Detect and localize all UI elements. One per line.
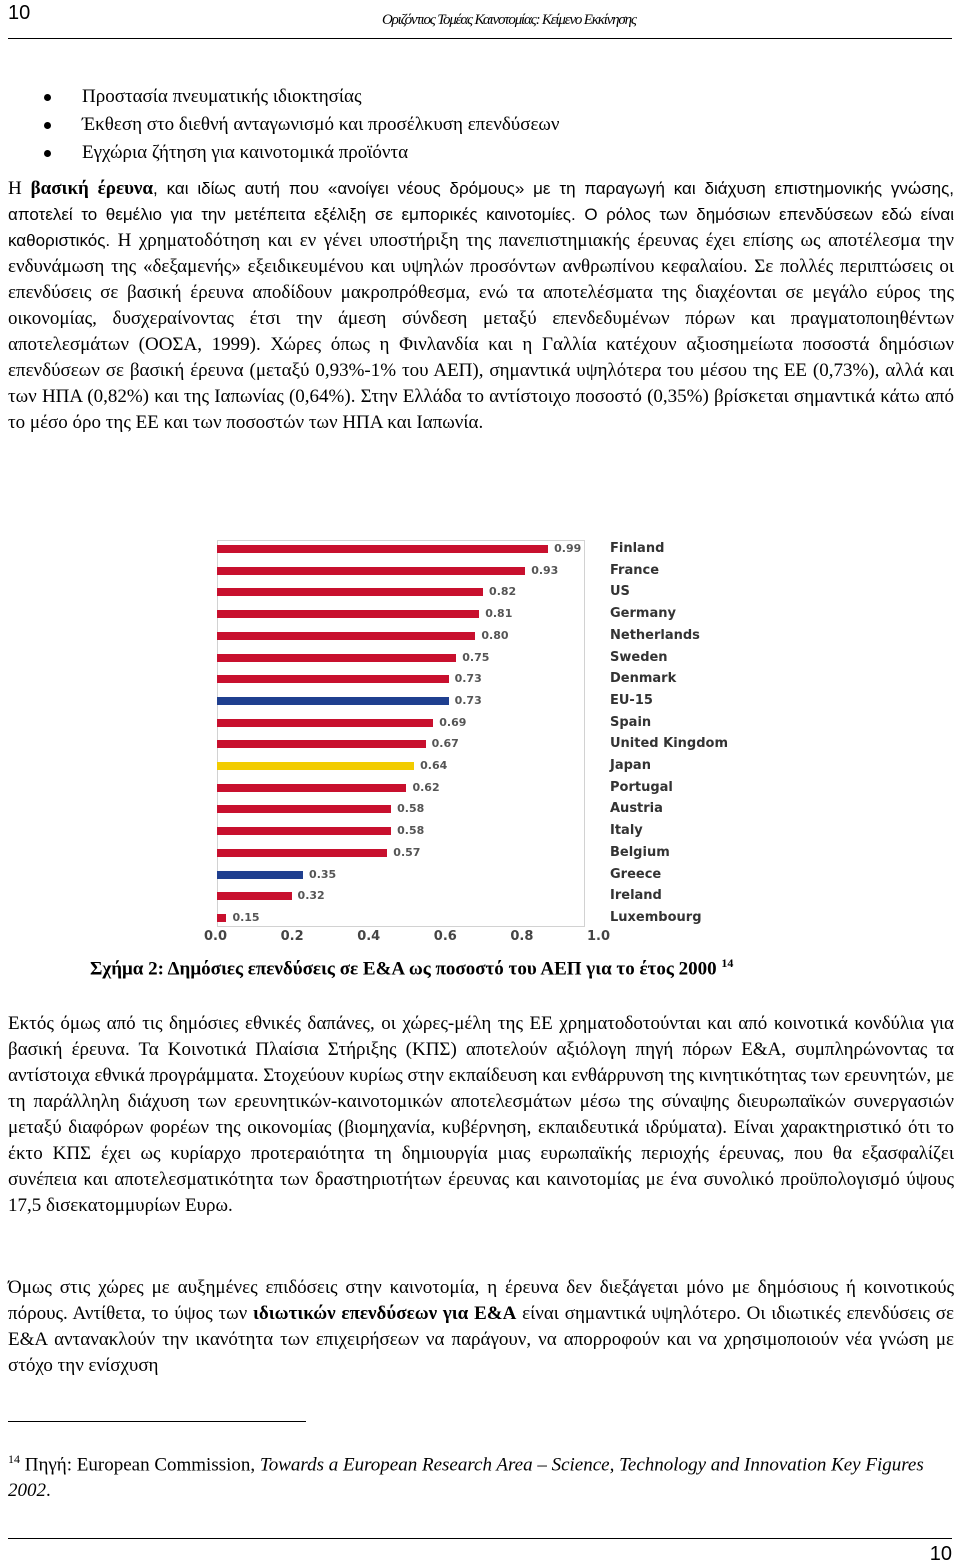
bar-portugal	[217, 784, 406, 792]
category-label: EU-15	[610, 692, 653, 708]
category-label: Austria	[610, 801, 663, 817]
bar-value-label: 0.57	[393, 845, 421, 859]
category-label: Germany	[610, 606, 676, 622]
bar-value-label: 0.93	[531, 563, 559, 577]
bullet-item: Εγχώρια ζήτηση για καινοτομικά προϊόντα	[38, 139, 938, 167]
page-number-bottom: 10	[929, 1543, 952, 1565]
header-rule	[8, 38, 952, 39]
category-label: Belgium	[610, 844, 670, 860]
x-tick-label: 0.8	[510, 929, 534, 944]
bar-value-label: 0.99	[554, 542, 582, 555]
bar-italy	[217, 827, 391, 835]
bar-belgium	[217, 849, 387, 857]
chart-frame	[217, 540, 585, 927]
category-label: US	[610, 584, 630, 600]
category-label: Japan	[610, 758, 651, 773]
bar-germany	[217, 610, 479, 618]
paragraph-community-funds: Εκτός όμως από τις δημόσιες εθνικές δαπάνες, οι χώρες-μέλη της ΕΕ χρηματοδοτούνται και από κοινοτικά κονδύλια για βασική έρευνα. Τα Κοινοτικά Πλαίσια Στήριξης (ΚΠΣ) αποτελούν αξιόλογη πηγή πόρων Ε&Α, συμπληρώνοντας τα αντίστοιχα εθνικά προγράμματα. Στοχεύουν κυρίως στην εκπαίδευση και ενθάρρυνση της κινητικότητας των ερευνητών, με τη παράλληλη διάχυση των ερευνητικών-καινοτομικών αποτελεσμάτων μέσω της σύναψης διευρωπαϊκών συνεργασιών μεταξύ διαφόρων φορέων της οικονομίας (βιομηχανία, κυβέρνηση, εκπαιδευτικά ιδρύματα). Είναι χαρακτηριστικό ότι το έκτο ΚΠΣ έχει ως κυρίαρχο προτεραιότητα τη δημιουργία μιας ευρωπαϊκής περιοχής έρευνας, που θα εξασφαλίζει συνέπεια και αποτελεσματικότητα των δραστηριοτήτων έρευνας και καινοτομίας με ένα συνολικό προϋπολογισμό ύψους 17,5 δισεκατομμυρίων Ευρω.	[8, 1013, 955, 1216]
bar-france	[217, 567, 525, 575]
bar-spain	[217, 719, 433, 727]
running-title: Οριζόντιος Τομέας Καινοτομίας: Κείμενο Εκκίνησης	[382, 12, 636, 28]
bullet-icon	[44, 122, 51, 129]
category-label: Finland	[610, 541, 665, 556]
bar-chart	[200, 538, 740, 948]
page-header	[0, 0, 960, 40]
category-label: Greece	[610, 866, 662, 882]
x-tick-label: 0.4	[357, 929, 381, 944]
x-tick-label: 1.0	[587, 929, 611, 944]
category-label: Ireland	[610, 888, 662, 904]
bar-sweden	[217, 654, 456, 662]
category-label: Portugal	[610, 779, 673, 795]
bar-value-label: 0.15	[232, 910, 260, 924]
footnote: $^{14}$ Πηγή: European Commission, Towards a European Research Area – Science, Technology and Innovation Key Figures 2002.	[8, 1452, 924, 1502]
source-title: Towards a European Research Area – Science, Technology and Innovation Key Figures 2002	[8, 1454, 924, 1502]
bar-luxembourg	[217, 914, 226, 922]
footnote-ref[interactable]: 14	[721, 956, 734, 970]
bar-value-label: 0.64	[420, 759, 448, 772]
category-label: Sweden	[610, 649, 668, 665]
bar-austria	[217, 805, 391, 813]
bullet-icon	[44, 94, 51, 101]
bullet-icon	[44, 150, 51, 157]
category-label: Spain	[610, 714, 652, 730]
x-tick-label: 0.2	[280, 929, 304, 944]
category-label: Luxembourg	[610, 909, 702, 925]
paragraph-private-investment: Όμως στις χώρες με αυξημένες επιδόσεις στην καινοτομία, η έρευνα δεν διεξάγεται μόνο με δημόσιους ή κοινοτικούς πόρους. Αντίθετα, το ύψος των ιδιωτικών επενδύσεων για Ε&Α είναι σημαντικά υψηλότερο. Οι ιδιωτικές επενδύσεις σε Ε&Α αντανακλούν την ικανότητα των επιχειρήσεων να παράγουν, να απορροφούν και να χρησιμοποιούν νέα γνώση με στόχο την ενίσχυση	[8, 1277, 954, 1376]
bar-value-label: 0.32	[297, 889, 325, 903]
bar-greece	[217, 871, 303, 879]
category-label: Denmark	[610, 671, 677, 687]
bar-value-label: 0.58	[397, 824, 425, 838]
bar-japan	[217, 762, 414, 770]
bar-value-label: 0.75	[462, 650, 490, 664]
bar-denmark	[217, 675, 449, 683]
bold-term: ιδιωτικών επενδύσεων για Ε&Α	[253, 1303, 517, 1324]
bullet-item: Προστασία πνευματικής ιδιοκτησίας	[38, 83, 938, 111]
paragraph-basic-research: Η βασική έρευνα, και ιδίως αυτή που «ανοίγει νέους δρόμους» με τη παραγωγή και διάχυση επιστημονικής γνώσης, αποτελεί το θεμέλιο για την μετέπειτα εξέλιξη σε εμπορικές καινοτομίες. Ο ρόλος των δημόσιων επενδύσεων εδώ είναι καθοριστικός. Η χρηματοδότηση και εν γένει υποστήριξη της πανεπιστημιακής έρευνας έχει επίσης ως αποτέλεσμα την ενδυνάμωση της «δεξαμενής» εξειδικευμένου και υψηλών προσόντων ανθρωπίνου κεφαλαίου. Σε πολλές περιπτώσεις οι επενδύσεις σε βασική έρευνα αποδίδουν μακροπρόθεσμα, ενώ τα αποτελέσματα της διαχέονται σε μεγάλο εύρος της οικονομίας, δυσχεραίνοντας έτσι την άμεση σύνδεση μεταξύ επενδεδυμένων πόρων και πραγματοποιηθέντων αποτελεσμάτων (ΟΟΣΑ, 1999). Χώρες όπως η Φινλανδία και η Γαλλία κατέχουν αξιοσημείωτα ποσοστά δημόσιων επενδύσεων σε βασική έρευνα (μεταξύ 0,93%-1% του ΑΕΠ), σημαντικά υψηλότερα του μέσου της ΕΕ (0,73%), αλλά και των ΗΠΑ (0,82%) και της Ιαπωνίας (0,64%). Στην Ελλάδα το αντίστοιχο ποσοστό (0,35%) βρίσκεται σημαντικά κάτω από το μέσο όρο της ΕΕ και των ποσοστών των ΗΠΑ και Ιαπωνία.	[8, 178, 954, 433]
category-label: France	[610, 562, 660, 578]
category-label: United Kingdom	[610, 736, 729, 752]
bar-value-label: 0.82	[489, 585, 517, 599]
x-tick-label: 0.0	[204, 929, 228, 944]
figure-caption: Σχήμα 2: Δημόσιες επενδύσεις σε Ε&Α ως ποσοστό του ΑΕΠ για το έτος 2000 $^{14}$	[90, 956, 734, 980]
bullet-list	[38, 83, 938, 167]
bar-value-label: 0.81	[485, 607, 513, 621]
bar-us	[217, 588, 483, 596]
bold-term: βασική έρευνα	[30, 178, 154, 199]
bar-value-label: 0.62	[412, 780, 440, 794]
bar-value-label: 0.69	[439, 715, 467, 729]
x-tick-label: 0.6	[433, 929, 457, 944]
bar-eu-15	[217, 697, 449, 705]
bullet-item: Έκθεση στο διεθνή ανταγωνισμό και προσέλκυση επενδύσεων	[38, 111, 938, 139]
footer-rule	[8, 1538, 952, 1539]
category-label: Netherlands	[610, 627, 700, 643]
bar-value-label: 0.67	[431, 737, 459, 751]
footnote-rule	[8, 1421, 306, 1422]
bar-united-kingdom	[217, 740, 426, 748]
bar-value-label: 0.35	[309, 867, 337, 881]
bar-value-label: 0.80	[481, 628, 509, 642]
bar-value-label: 0.58	[397, 802, 425, 816]
page-number-top: 10	[8, 2, 31, 24]
bar-netherlands	[217, 632, 475, 640]
bar-value-label: 0.73	[454, 693, 482, 707]
bar-value-label: 0.73	[454, 672, 482, 686]
footnote-number: 14	[8, 1452, 20, 1466]
category-label: Italy	[610, 823, 643, 839]
bar-finland	[217, 545, 548, 553]
bar-ireland	[217, 892, 292, 900]
